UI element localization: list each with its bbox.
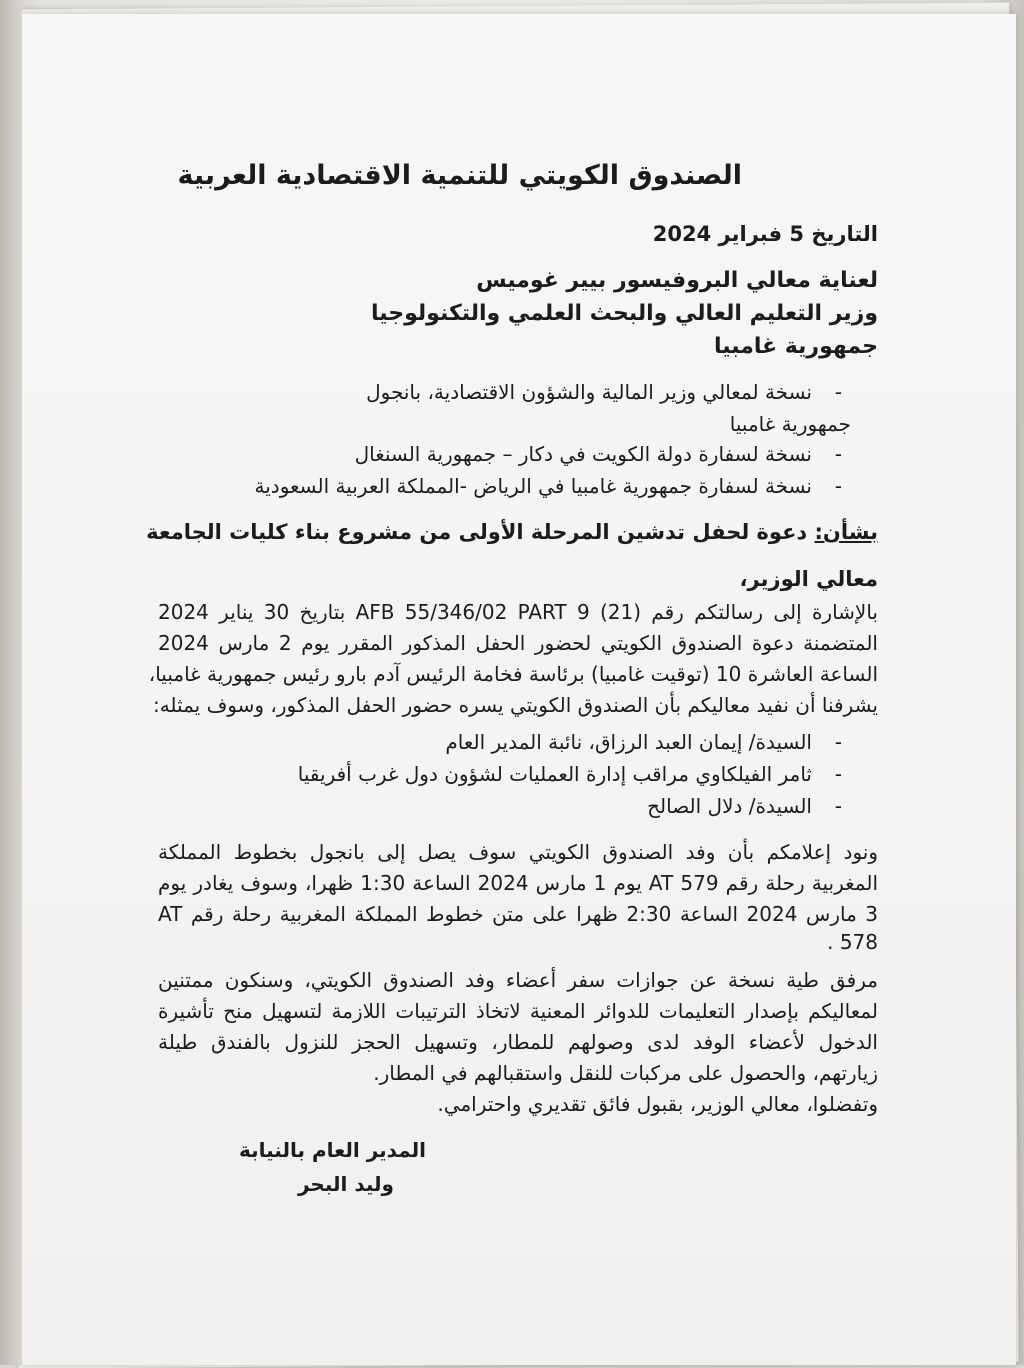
paragraph-2-line-1: ونود إعلامكم بأن وفد الصندوق الكويتي سوف يصل إلى بانجول بخطوط المملكة	[158, 840, 878, 864]
letter-date: التاريخ 5 فبراير 2024	[652, 222, 878, 246]
addressee-line-2: وزير التعليم العالي والبحث العلمي والتكنولوجيا	[371, 301, 878, 326]
letter-subject	[146, 520, 878, 544]
copy-recipient-2: - نسخة لسفارة دولة الكويت في دكار – جمهورية السنغال	[355, 442, 812, 466]
paragraph-1-line-3: الساعة العاشرة 10 (توقيت غامبيا) برئاسة فخامة الرئيس آدم بارو رئيس جمهورية غامبيا،	[148, 662, 878, 686]
paragraph-2-line-2: المغربية رحلة رقم AT 579 يوم 1 مارس 2024 الساعة 1:30 ظهرا، وسوف يغادر يوم	[158, 871, 879, 895]
salutation: معالي الوزير،	[739, 567, 878, 591]
letter-body	[22, 14, 1016, 1365]
page-edge-shadow	[0, 0, 22, 1365]
paragraph-1-line-2: المتضمنة دعوة الصندوق الكويتي لحضور الحفل المذكور المقرر يوم 2 مارس 2024	[158, 631, 878, 655]
delegate-2: - ثامر الفيلكاوي مراقب إدارة العمليات لشؤون دول غرب أفريقيا	[298, 762, 812, 786]
letter-title: الصندوق الكويتي للتنمية الاقتصادية العربية	[177, 160, 742, 191]
paragraph-3-line-1: مرفق طية نسخة عن جوازات سفر أعضاء وفد الصندوق الكويتي، وسنكون ممتنين	[158, 968, 878, 992]
paragraph-3-line-2: لمعاليكم بإصدار التعليمات للدوائر المعنية لاتخاذ الترتيبات اللازمة لتسهيل منح تأشيرة	[158, 999, 878, 1023]
delegate-1: - السيدة/ إيمان العبد الرزاق، نائبة المدير العام	[445, 730, 812, 754]
delegate-3: - السيدة/ دلال الصالح	[647, 794, 812, 818]
letter-page	[22, 14, 1016, 1365]
subject-prefix: بشأن:	[814, 520, 878, 544]
addressee-line-3: جمهورية غامبيا	[714, 334, 878, 359]
paragraph-3-line-4: زيارتهم، والحصول على مركبات للنقل واستقبالهم في المطار.	[373, 1061, 878, 1085]
addressee-line-1: لعناية معالي البروفيسور بيير غوميس	[476, 268, 878, 293]
signature-title: المدير العام بالنيابة	[238, 1138, 426, 1162]
copy-recipient-3: - نسخة لسفارة جمهورية غامبيا في الرياض -المملكة العربية السعودية	[255, 474, 813, 498]
subject-text: دعوة لحفل تدشين المرحلة الأولى من مشروع بناء كليات الجامعة	[146, 520, 815, 544]
paragraph-1-line-1: بالإشارة إلى رسالتكم رقم (21) AFB 55/346/02 PART 9 بتاريخ 30 يناير 2024	[158, 600, 878, 624]
paragraph-2-line-4: 578 .	[827, 930, 878, 954]
closing-line: وتفضلوا، معالي الوزير، بقبول فائق تقديري واحترامي.	[437, 1092, 878, 1116]
copy-recipient-1-continued: جمهورية غامبيا	[729, 412, 851, 436]
paragraph-3-line-3: الدخول لأعضاء الوفد لدى وصولهم للمطار، وتسهيل الحجز للنزول بالفندق طيلة	[158, 1030, 878, 1054]
copy-recipient-1: - نسخة لمعالي وزير المالية والشؤون الاقتصادية، بانجول	[366, 380, 812, 404]
paragraph-1-line-4: يشرفنا أن نفيد معاليكم بأن الصندوق الكويتي يسره حضور الحفل المذكور، وسوف يمثله:	[152, 693, 878, 717]
paragraph-2-line-3: 3 مارس 2024 الساعة 2:30 ظهرا على متن خطوط المملكة المغربية رحلة رقم AT	[158, 902, 878, 926]
signature-name: وليد البحر	[297, 1172, 394, 1196]
